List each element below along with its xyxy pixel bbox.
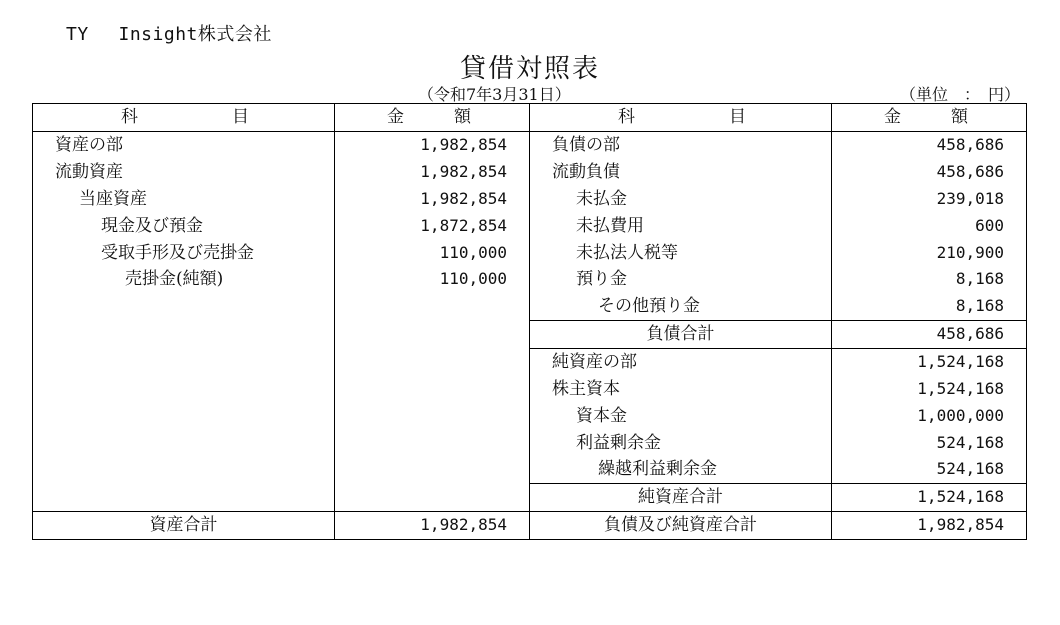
asset-label: 売掛金(純額) — [33, 266, 335, 293]
liability-label: 預り金 — [530, 266, 832, 293]
liability-amount: 600 — [832, 212, 1027, 239]
grand-total-row — [33, 511, 1027, 539]
net-asset-amount: 524,168 — [832, 429, 1027, 456]
liability-amount: 8,168 — [832, 293, 1027, 320]
net-asset-label: 資本金 — [530, 402, 832, 429]
empty-cell — [33, 456, 335, 483]
empty-cell — [335, 456, 530, 483]
header-item-left: 科 目 — [33, 104, 335, 132]
empty-cell — [33, 429, 335, 456]
net-asset-amount: 524,168 — [832, 456, 1027, 483]
table-row — [33, 429, 1027, 456]
liability-amount: 239,018 — [832, 186, 1027, 213]
net-asset-label: 株主資本 — [530, 375, 832, 402]
table-row — [33, 348, 1027, 375]
header-amount-left: 金 額 — [335, 104, 530, 132]
table-row — [33, 402, 1027, 429]
empty-cell — [33, 402, 335, 429]
table-row — [33, 293, 1027, 320]
asset-label: 当座資産 — [33, 186, 335, 213]
net-asset-amount: 1,524,168 — [832, 348, 1027, 375]
net-asset-amount: 1,524,168 — [832, 375, 1027, 402]
header-amount-right: 金 額 — [832, 104, 1027, 132]
liability-amount: 458,686 — [832, 159, 1027, 186]
liabilities-total-amount: 458,686 — [832, 320, 1027, 348]
table-row — [33, 186, 1027, 213]
net-assets-total-label: 純資産合計 — [530, 483, 832, 511]
empty-cell — [33, 320, 335, 348]
table-row — [33, 456, 1027, 483]
header-item-right: 科 目 — [530, 104, 832, 132]
liability-label: 負債の部 — [530, 131, 832, 158]
asset-amount: 110,000 — [335, 266, 530, 293]
empty-cell — [335, 293, 530, 320]
table-row — [33, 266, 1027, 293]
asset-amount: 1,982,854 — [335, 159, 530, 186]
header-row — [33, 104, 1027, 132]
balance-sheet-table — [32, 103, 1027, 540]
asset-label: 流動資産 — [33, 159, 335, 186]
assets-total-amount: 1,982,854 — [335, 511, 530, 539]
asset-amount: 1,982,854 — [335, 131, 530, 158]
table-row — [33, 131, 1027, 158]
liabilities-total-label: 負債合計 — [530, 320, 832, 348]
net-asset-amount: 1,000,000 — [832, 402, 1027, 429]
liability-amount: 458,686 — [832, 131, 1027, 158]
empty-cell — [33, 375, 335, 402]
report-date: （令和7年3月31日） — [418, 85, 571, 104]
empty-cell — [33, 293, 335, 320]
empty-cell — [335, 348, 530, 375]
table-row — [33, 375, 1027, 402]
liability-amount: 8,168 — [832, 266, 1027, 293]
liability-label: その他預り金 — [530, 293, 832, 320]
table-row — [33, 239, 1027, 266]
asset-label: 資産の部 — [33, 131, 335, 158]
asset-amount: 1,982,854 — [335, 186, 530, 213]
net-asset-label: 純資産の部 — [530, 348, 832, 375]
table-row — [33, 212, 1027, 239]
liability-label: 流動負債 — [530, 159, 832, 186]
empty-cell — [33, 483, 335, 511]
table-row — [33, 159, 1027, 186]
empty-cell — [335, 402, 530, 429]
empty-cell — [335, 483, 530, 511]
liability-label: 未払金 — [530, 186, 832, 213]
net-asset-label: 利益剰余金 — [530, 429, 832, 456]
liability-amount: 210,900 — [832, 239, 1027, 266]
empty-cell — [33, 348, 335, 375]
asset-label: 受取手形及び売掛金 — [33, 239, 335, 266]
asset-amount: 1,872,854 — [335, 212, 530, 239]
net-asset-label: 繰越利益剰余金 — [530, 456, 832, 483]
liability-label: 未払法人税等 — [530, 239, 832, 266]
empty-cell — [335, 375, 530, 402]
table-row — [33, 483, 1027, 511]
liabilities-net-assets-total-label: 負債及び純資産合計 — [530, 511, 832, 539]
empty-cell — [335, 429, 530, 456]
liability-label: 未払費用 — [530, 212, 832, 239]
asset-label: 現金及び預金 — [33, 212, 335, 239]
company-name: TY Insight株式会社 — [66, 24, 272, 45]
table-row — [33, 320, 1027, 348]
empty-cell — [335, 320, 530, 348]
liabilities-net-assets-total-amount: 1,982,854 — [832, 511, 1027, 539]
document-title: 貸借対照表 — [459, 54, 600, 84]
asset-amount: 110,000 — [335, 239, 530, 266]
currency-unit: （単位 ： 円） — [900, 85, 1021, 104]
net-assets-total-amount: 1,524,168 — [832, 483, 1027, 511]
assets-total-label: 資産合計 — [33, 511, 335, 539]
